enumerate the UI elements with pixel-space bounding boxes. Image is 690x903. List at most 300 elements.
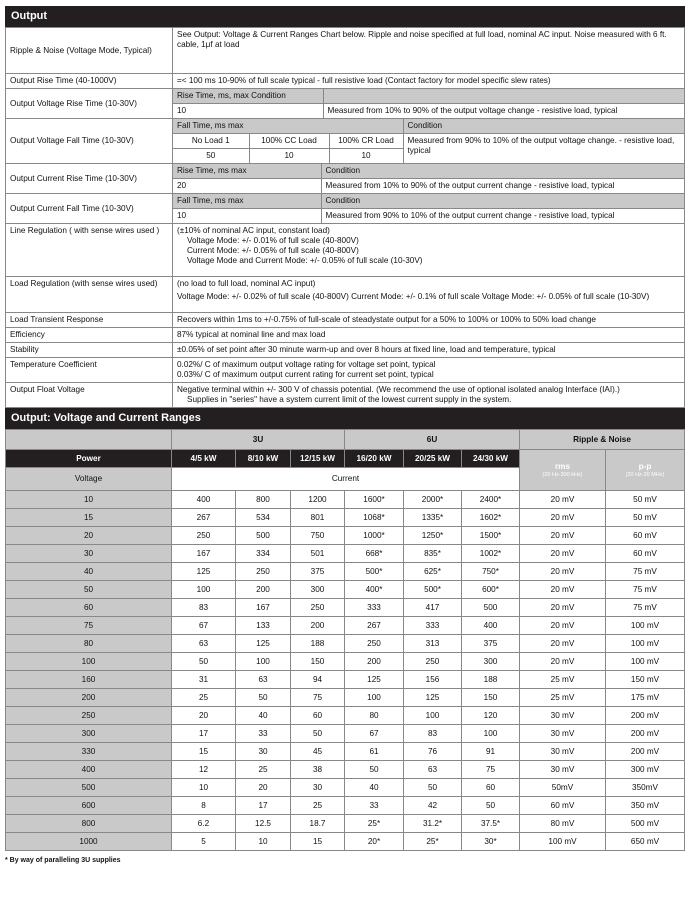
voltage-current-ranges-table (5, 429, 685, 851)
pp-cell: 350mV (606, 779, 685, 797)
spec-line: Current Mode: +/- 0.05% of full scale (40-800V) (187, 246, 359, 255)
current-cell: 188 (462, 671, 520, 689)
current-cell: 500 (462, 599, 520, 617)
spec-value: =< 100 ms 10-90% of full scale typical - full resistive load (Contact factory for model specific slew rates) (173, 74, 685, 89)
current-fall-subtable (173, 194, 684, 223)
subtable-header (323, 89, 684, 104)
current-cell: 500* (404, 581, 462, 599)
pp-cell: 200 mV (606, 707, 685, 725)
current-cell: 50 (345, 761, 404, 779)
current-cell: 750 (291, 527, 345, 545)
spec-row (6, 383, 685, 408)
current-cell: 25* (345, 815, 404, 833)
rms-cell: 20 mV (520, 653, 606, 671)
spec-value (173, 277, 685, 313)
spec-value: 87% typical at nominal line and max load (173, 328, 685, 343)
pp-cell: 500 mV (606, 815, 685, 833)
rms-cell: 20 mV (520, 617, 606, 635)
voltage-rise-subtable (173, 89, 684, 118)
table-row (6, 527, 685, 545)
current-cell: 400* (345, 581, 404, 599)
pp-cell: 100 mV (606, 653, 685, 671)
rms-sub: (20 Hz-300 kHz) (542, 472, 583, 478)
voltage-cell: 160 (6, 671, 172, 689)
spec-row (6, 194, 685, 224)
current-cell: 668* (345, 545, 404, 563)
current-cell: 67 (172, 617, 236, 635)
spec-line: (no load to full load, nominal AC input) (177, 279, 316, 288)
spec-row (6, 89, 685, 119)
voltage-label: Voltage (6, 468, 172, 491)
rms-cell: 20 mV (520, 581, 606, 599)
current-cell: 42 (404, 797, 462, 815)
power-col: 20/25 kW (404, 450, 462, 468)
subtable-header: Condition (321, 164, 684, 179)
current-cell: 120 (462, 707, 520, 725)
voltage-cell: 80 (6, 635, 172, 653)
current-cell: 375 (291, 563, 345, 581)
current-cell: 76 (404, 743, 462, 761)
current-cell: 1000* (345, 527, 404, 545)
spec-row (6, 164, 685, 194)
spec-line: Voltage Mode and Current Mode: +/- 0.05% of full scale (10-30V) (187, 256, 423, 265)
power-col: 8/10 kW (236, 450, 291, 468)
table-row (6, 563, 685, 581)
pp-cell: 75 mV (606, 599, 685, 617)
spec-line: Supplies in "series" have a system current limit of the lowest current supply in the system. (187, 395, 512, 404)
rms-cell: 25 mV (520, 689, 606, 707)
spec-row (6, 358, 685, 383)
table-row (6, 635, 685, 653)
subtable-value: 50 (173, 149, 249, 164)
spec-row (6, 224, 685, 277)
current-cell: 250 (345, 635, 404, 653)
spec-label: Load Regulation (with sense wires used) (6, 277, 173, 313)
spec-label: Output Float Voltage (6, 383, 173, 408)
spec-subtable-cell (173, 119, 685, 164)
power-header-row (6, 450, 685, 468)
table-row (6, 797, 685, 815)
rms-cell: 20 mV (520, 527, 606, 545)
power-col: 12/15 kW (291, 450, 345, 468)
group-header-blank (6, 430, 172, 450)
current-cell: 1600* (345, 491, 404, 509)
current-cell: 38 (291, 761, 345, 779)
current-cell: 133 (236, 617, 291, 635)
current-cell: 31 (172, 671, 236, 689)
footnote: * By way of paralleling 3U supplies (5, 857, 121, 864)
spec-value: ±0.05% of set point after 30 minute warm-up and over 8 hours at fixed line, load and temperature, typical (173, 343, 685, 358)
subtable-value: No Load 1 (173, 134, 249, 149)
voltage-cell: 40 (6, 563, 172, 581)
current-cell: 625* (404, 563, 462, 581)
pp-sub: (20 Hz-20 MHz) (625, 472, 665, 478)
voltage-cell: 10 (6, 491, 172, 509)
current-cell: 267 (172, 509, 236, 527)
current-cell: 835* (404, 545, 462, 563)
current-cell: 30* (462, 833, 520, 851)
spec-label: Output Voltage Rise Time (10-30V) (6, 89, 173, 119)
current-cell: 334 (236, 545, 291, 563)
current-cell: 500 (236, 527, 291, 545)
spec-row (6, 119, 685, 164)
table-row (6, 707, 685, 725)
subtable-value: 10 (249, 149, 329, 164)
current-cell: 30 (236, 743, 291, 761)
current-cell: 100 (404, 707, 462, 725)
current-cell: 8 (172, 797, 236, 815)
current-cell: 30 (291, 779, 345, 797)
rms-label: rms (554, 462, 571, 471)
current-cell: 80 (345, 707, 404, 725)
group-header-row (6, 430, 685, 450)
table-row (6, 617, 685, 635)
pp-cell: 650 mV (606, 833, 685, 851)
voltage-cell: 300 (6, 725, 172, 743)
subtable-header: Condition (403, 119, 684, 134)
table-row (6, 689, 685, 707)
subtable-value: 20 (173, 179, 321, 194)
power-col: 16/20 kW (345, 450, 404, 468)
spec-label: Stability (6, 343, 173, 358)
rms-cell: 20 mV (520, 491, 606, 509)
pp-cell: 60 mV (606, 527, 685, 545)
current-cell: 250 (236, 563, 291, 581)
voltage-cell: 200 (6, 689, 172, 707)
current-cell: 501 (291, 545, 345, 563)
current-cell: 150 (291, 653, 345, 671)
current-cell: 150 (462, 689, 520, 707)
rms-cell: 20 mV (520, 563, 606, 581)
spec-row (6, 313, 685, 328)
current-cell: 156 (404, 671, 462, 689)
current-cell: 17 (172, 725, 236, 743)
power-label: Power (6, 450, 172, 468)
voltage-cell: 50 (6, 581, 172, 599)
current-cell: 25 (236, 761, 291, 779)
current-cell: 31.2* (404, 815, 462, 833)
current-cell: 33 (236, 725, 291, 743)
rms-cell: 50mV (520, 779, 606, 797)
current-cell: 2000* (404, 491, 462, 509)
current-cell: 10 (172, 779, 236, 797)
current-cell: 61 (345, 743, 404, 761)
current-cell: 200 (345, 653, 404, 671)
current-cell: 2400* (462, 491, 520, 509)
voltage-cell: 15 (6, 509, 172, 527)
spec-line: Negative terminal within +/- 300 V of chassis potential. (We recommend the use of optional isolated analog Interface (IAI).) (177, 385, 620, 394)
spec-value (173, 224, 685, 277)
current-cell: 188 (291, 635, 345, 653)
current-cell: 37.5* (462, 815, 520, 833)
current-cell: 200 (236, 581, 291, 599)
voltage-cell: 330 (6, 743, 172, 761)
voltage-cell: 800 (6, 815, 172, 833)
group-header-6u: 6U (345, 430, 520, 450)
subtable-header: Rise Time, ms, max Condition (173, 89, 323, 104)
current-cell: 15 (172, 743, 236, 761)
subtable-header: Rise Time, ms max (173, 164, 321, 179)
voltage-cell: 75 (6, 617, 172, 635)
subtable-value: Measured from 10% to 90% of the output voltage change - resistive load, typical (323, 104, 684, 119)
current-cell: 1200 (291, 491, 345, 509)
table-row (6, 671, 685, 689)
spec-line: Voltage Mode: +/- 0.01% of full scale (40-800V) (187, 236, 359, 245)
rms-cell: 30 mV (520, 725, 606, 743)
subtable-value: 100% CR Load (329, 134, 403, 149)
current-cell: 50 (462, 797, 520, 815)
rms-cell: 80 mV (520, 815, 606, 833)
rms-cell: 30 mV (520, 743, 606, 761)
current-cell: 15 (291, 833, 345, 851)
spec-line: Voltage Mode: +/- 0.02% of full scale (40-800V) Current Mode: +/- 0.1% of full scale Voltage Mode: +/- 0.05% of full scale (10-30V) (177, 292, 650, 301)
current-cell: 1335* (404, 509, 462, 527)
voltage-cell: 400 (6, 761, 172, 779)
spec-label: Line Regulation ( with sense wires used ) (6, 224, 173, 277)
current-cell: 63 (404, 761, 462, 779)
current-cell: 75 (462, 761, 520, 779)
voltage-cell: 100 (6, 653, 172, 671)
current-cell: 167 (236, 599, 291, 617)
table-row (6, 725, 685, 743)
spec-line: (±10% of nominal AC input, constant load) (177, 226, 330, 235)
current-cell: 50 (404, 779, 462, 797)
table-row (6, 761, 685, 779)
spec-row (6, 277, 685, 313)
current-cell: 94 (291, 671, 345, 689)
current-cell: 800 (236, 491, 291, 509)
current-cell: 125 (172, 563, 236, 581)
current-cell: 250 (291, 599, 345, 617)
current-cell: 750* (462, 563, 520, 581)
subtable-value: 10 (329, 149, 403, 164)
current-cell: 67 (345, 725, 404, 743)
current-cell: 20* (345, 833, 404, 851)
spec-row (6, 74, 685, 89)
current-cell: 801 (291, 509, 345, 527)
subtable-value: 100% CC Load (249, 134, 329, 149)
voltage-cell: 20 (6, 527, 172, 545)
subtable-header: Fall Time, ms max (173, 119, 403, 134)
current-cell: 600* (462, 581, 520, 599)
spec-label: Ripple & Noise (Voltage Mode, Typical) (6, 28, 173, 74)
spec-label: Temperature Coefficient (6, 358, 173, 383)
current-cell: 417 (404, 599, 462, 617)
current-cell: 40 (236, 707, 291, 725)
subtable-value: Measured from 90% to 10% of the output voltage change. - resistive load, typical (403, 134, 684, 164)
current-cell: 91 (462, 743, 520, 761)
pp-cell: 150 mV (606, 671, 685, 689)
pp-cell: 350 mV (606, 797, 685, 815)
table-row (6, 779, 685, 797)
current-rise-subtable (173, 164, 684, 193)
current-cell: 100 (172, 581, 236, 599)
power-col: 4/5 kW (172, 450, 236, 468)
current-cell: 313 (404, 635, 462, 653)
current-cell: 375 (462, 635, 520, 653)
current-cell: 167 (172, 545, 236, 563)
current-cell: 1002* (462, 545, 520, 563)
current-cell: 200 (291, 617, 345, 635)
current-cell: 50 (291, 725, 345, 743)
pp-cell: 75 mV (606, 563, 685, 581)
rms-header (520, 450, 606, 491)
spec-subtable-cell (173, 194, 685, 224)
current-cell: 333 (345, 599, 404, 617)
current-cell: 25 (172, 689, 236, 707)
spec-label: Output Voltage Fall Time (10-30V) (6, 119, 173, 164)
current-cell: 300 (291, 581, 345, 599)
current-cell: 333 (404, 617, 462, 635)
current-cell: 1602* (462, 509, 520, 527)
voltage-cell: 1000 (6, 833, 172, 851)
pp-cell: 200 mV (606, 725, 685, 743)
table-row (6, 815, 685, 833)
output-spec-table (5, 27, 685, 408)
pp-cell: 175 mV (606, 689, 685, 707)
table-row (6, 653, 685, 671)
subtable-value: 10 (173, 104, 323, 119)
spec-row (6, 328, 685, 343)
current-cell: 125 (345, 671, 404, 689)
pp-header (606, 450, 685, 491)
rms-cell: 20 mV (520, 599, 606, 617)
current-cell: 1068* (345, 509, 404, 527)
current-cell: 250 (172, 527, 236, 545)
table-row (6, 743, 685, 761)
spec-row (6, 343, 685, 358)
pp-cell: 50 mV (606, 491, 685, 509)
table-row (6, 581, 685, 599)
current-cell: 50 (236, 689, 291, 707)
spec-label: Efficiency (6, 328, 173, 343)
rms-cell: 100 mV (520, 833, 606, 851)
current-cell: 17 (236, 797, 291, 815)
rms-cell: 25 mV (520, 671, 606, 689)
current-cell: 33 (345, 797, 404, 815)
voltage-cell: 500 (6, 779, 172, 797)
current-cell: 60 (462, 779, 520, 797)
current-cell: 83 (172, 599, 236, 617)
voltage-cell: 60 (6, 599, 172, 617)
spec-row (6, 28, 685, 74)
spec-label: Output Current Rise Time (10-30V) (6, 164, 173, 194)
current-cell: 10 (236, 833, 291, 851)
current-cell: 100 (345, 689, 404, 707)
current-cell: 20 (236, 779, 291, 797)
group-header-ripple-noise: Ripple & Noise (520, 430, 685, 450)
current-cell: 534 (236, 509, 291, 527)
current-cell: 25* (404, 833, 462, 851)
spec-line: 0.03%/ C of maximum output current rating for current set point, typical (177, 370, 434, 379)
current-cell: 300 (462, 653, 520, 671)
subtable-value: Measured from 10% to 90% of the output current change - resistive load, typical (321, 179, 684, 194)
current-cell: 400 (172, 491, 236, 509)
current-cell: 83 (404, 725, 462, 743)
spec-line: 0.02%/ C of maximum output voltage rating for voltage set point, typical (177, 360, 436, 369)
pp-cell: 100 mV (606, 635, 685, 653)
subtable-header: Condition (321, 194, 684, 209)
current-cell: 40 (345, 779, 404, 797)
current-cell: 1250* (404, 527, 462, 545)
ranges-section-header: Output: Voltage and Current Ranges (5, 408, 685, 429)
subtable-header: Fall Time, ms max (173, 194, 321, 209)
pp-label: p-p (638, 462, 652, 471)
table-row (6, 509, 685, 527)
current-cell: 63 (172, 635, 236, 653)
voltage-cell: 250 (6, 707, 172, 725)
current-cell: 125 (404, 689, 462, 707)
current-cell: 18.7 (291, 815, 345, 833)
pp-cell: 60 mV (606, 545, 685, 563)
current-cell: 500* (345, 563, 404, 581)
spec-label: Output Rise Time (40-1000V) (6, 74, 173, 89)
current-cell: 12 (172, 761, 236, 779)
pp-cell: 300 mV (606, 761, 685, 779)
current-cell: 267 (345, 617, 404, 635)
current-cell: 50 (172, 653, 236, 671)
current-cell: 100 (462, 725, 520, 743)
current-cell: 12.5 (236, 815, 291, 833)
power-col: 24/30 kW (462, 450, 520, 468)
pp-cell: 50 mV (606, 509, 685, 527)
pp-cell: 75 mV (606, 581, 685, 599)
pp-cell: 100 mV (606, 617, 685, 635)
current-cell: 1500* (462, 527, 520, 545)
ranges-table-body (6, 491, 685, 851)
voltage-fall-subtable (173, 119, 684, 163)
group-header-3u: 3U (172, 430, 345, 450)
current-cell: 63 (236, 671, 291, 689)
current-cell: 25 (291, 797, 345, 815)
spec-value (173, 358, 685, 383)
rms-cell: 20 mV (520, 509, 606, 527)
table-row (6, 833, 685, 851)
current-cell: 20 (172, 707, 236, 725)
current-cell: 75 (291, 689, 345, 707)
spec-value: See Output: Voltage & Current Ranges Chart below. Ripple and noise specified at full load, nominal AC input. Noise measured with 6 ft. cable, 1μf at load (173, 28, 685, 74)
table-row (6, 599, 685, 617)
pp-cell: 200 mV (606, 743, 685, 761)
spec-value: Recovers within 1ms to +/-0.75% of full-scale of steadystate output for a 50% to 100% or 100% to 50% load change (173, 313, 685, 328)
current-label: Current (172, 468, 520, 491)
current-cell: 400 (462, 617, 520, 635)
voltage-cell: 600 (6, 797, 172, 815)
output-section-header: Output (5, 6, 685, 27)
voltage-cell: 30 (6, 545, 172, 563)
current-cell: 45 (291, 743, 345, 761)
current-cell: 60 (291, 707, 345, 725)
rms-cell: 30 mV (520, 761, 606, 779)
spec-label: Output Current Fall Time (10-30V) (6, 194, 173, 224)
spec-subtable-cell (173, 164, 685, 194)
spec-label: Load Transient Response (6, 313, 173, 328)
spec-value (173, 383, 685, 408)
rms-cell: 30 mV (520, 707, 606, 725)
subtable-value: Measured from 90% to 10% of the output current change - resistive load, typical (321, 209, 684, 224)
current-cell: 100 (236, 653, 291, 671)
table-row (6, 545, 685, 563)
subtable-value: 10 (173, 209, 321, 224)
current-cell: 5 (172, 833, 236, 851)
current-cell: 6.2 (172, 815, 236, 833)
spec-subtable-cell (173, 89, 685, 119)
current-cell: 250 (404, 653, 462, 671)
table-row (6, 491, 685, 509)
rms-cell: 20 mV (520, 635, 606, 653)
rms-cell: 60 mV (520, 797, 606, 815)
rms-cell: 20 mV (520, 545, 606, 563)
